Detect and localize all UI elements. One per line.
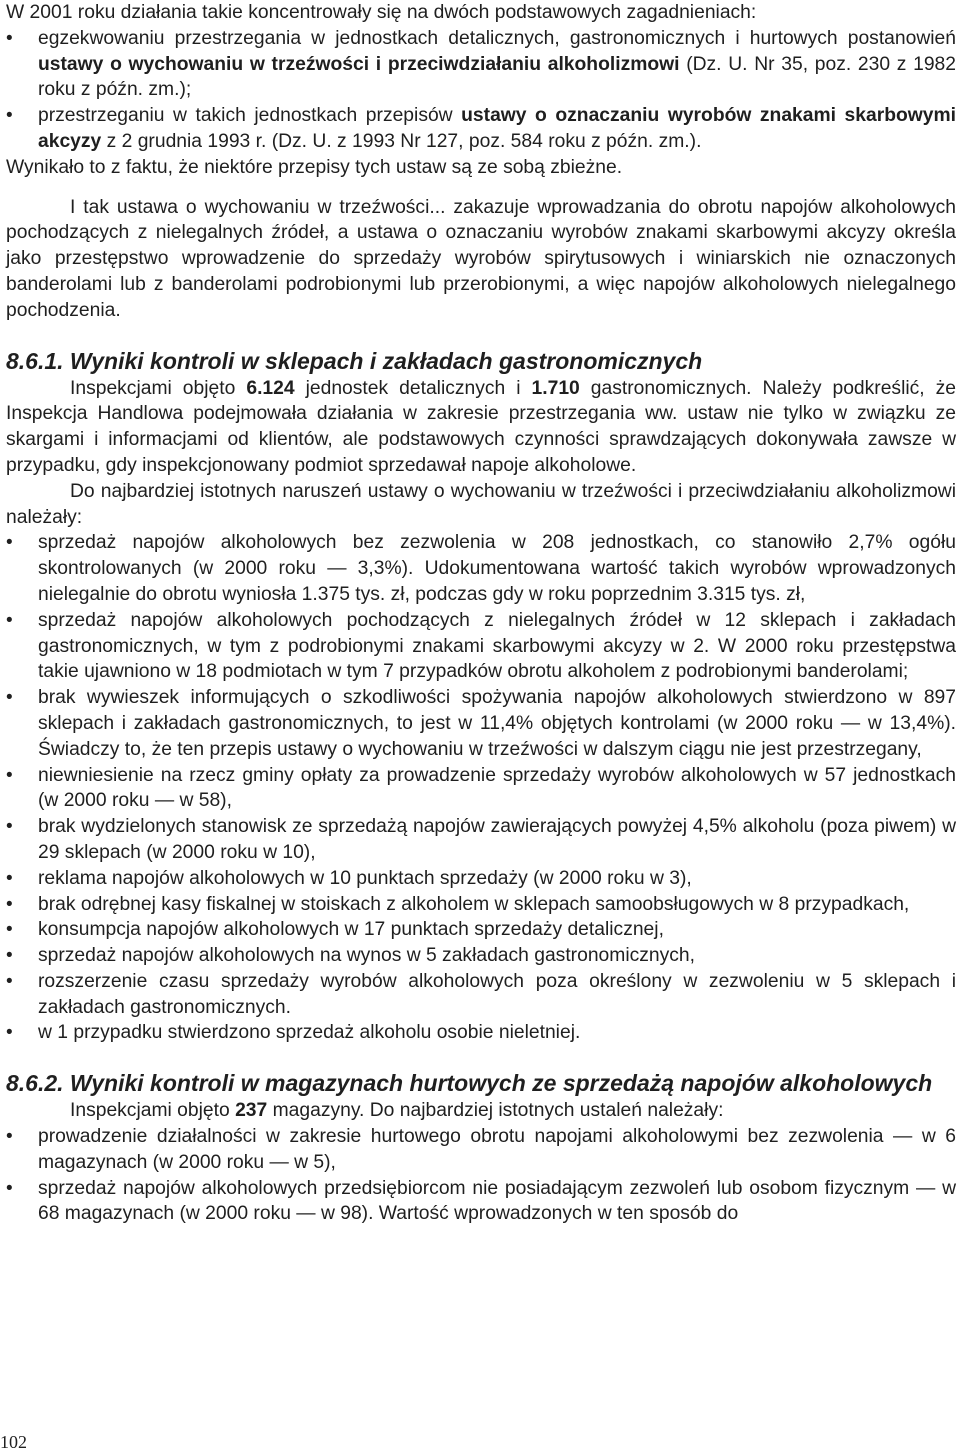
list-item: • brak wydzielonych stanowisk ze sprzedażą napojów zawierających powyżej 4,5% alkoholu (poza piwem) w 29 sklepach (w 2000 roku w 10), [6,814,956,866]
section-heading: 8.6.1. Wyniki kontroli w sklepach i zakładach gastronomicznych [6,347,703,374]
spacer [6,181,956,195]
list-item: • niewniesienie na rzecz gminy opłaty za prowadzenie sprzedaży wyrobów alkoholowych w 57 jednostkach (w 2000 roku — w 58), [6,763,956,815]
list-item: • brak odrębnej kasy fiskalnej w stoiskach z alkoholem w sklepach samoobsługowych w 8 przypadkach, [6,892,956,918]
list-item [6,103,956,155]
law-name-bold: ustawy o oznaczaniu wyrobów znakami skarbowymi akcyzy [38,105,956,152]
list-item: • konsumpcja napojów alkoholowych w 17 punktach sprzedaży detalicznej, [6,917,956,943]
law-name-bold: ustawy o wychowaniu w trzeźwości i przeciwdziałaniu alkoholizmowi [38,53,680,75]
text: Inspekcjami objęto [70,377,247,399]
findings-list [6,1124,956,1227]
page-number: 102 [0,1432,27,1452]
list-item: • prowadzenie działalności w zakresie hurtowego obrotu napojami alkoholowymi bez zezwolenia — w 6 magazynach (w 2000 roku — w 5), [6,1124,956,1176]
bullet-text: z 2 grudnia 1993 r. (Dz. U. z 1993 Nr 127, poz. 584 roku z późn. zm.). [101,130,702,152]
bullet-text: (Dz. U. Nr 35, poz. 230 z 1982 roku z późn. zm.); [38,53,956,101]
list-item: • w 1 przypadku stwierdzono sprzedaż alkoholu osobie nieletniej. [6,1020,956,1046]
paragraph [6,376,956,479]
paragraph: I tak ustawa o wychowaniu w trzeźwości... zakazuje wprowadzania do obrotu napojów alkoholowych pochodzących z nielegalnych źródeł, a ustawa o oznaczaniu wyrobów znakami skarbowymi akcyzy określa jako przestępstwo wprowadzenie do sprzedaży wyrobów spirytusowych i winiarskich nie oznaczonych banderolami lub z banderolami podrobionymi lub przerobionymi, a więc napojów alkoholowych nielegalnego pochodzenia. [6,196,956,321]
violations-list [6,530,956,1046]
list-item: • sprzedaż napojów alkoholowych przedsiębiorcom nie posiadającym zezwoleń lub osobom fizycznym — w 68 magazynach (w 2000 roku — w 98). Wartość wprowadzonych w ten sposób do [6,1176,956,1228]
text: magazyny. Do najbardziej istotnych ustaleń należały: [267,1100,724,1122]
text: jednostek detalicznych i [294,377,532,399]
list-item: • sprzedaż napojów alkoholowych pochodzących z nielegalnych źródeł w 12 sklepach i zakładach gastronomicznych, w tym z podrobionymi znakami skarbowymi akcyzy w 2. W 2000 roku przestępstwa takie ujawniono w 18 podmiotach w tym 7 przypadków obrotu alkoholem z podrobionymi banderolami; [6,608,956,685]
list-item [6,26,956,103]
list-item: • reklama napojów alkoholowych w 10 punktach sprzedaży (w 2000 roku w 3), [6,866,956,892]
section-heading: 8.6.2. Wyniki kontroli w magazynach hurtowych ze sprzedażą napojów alkoholowych [6,1070,933,1097]
count-bold: 237 [235,1100,268,1122]
count-bold: 6.124 [246,377,295,399]
intro-bullet-list [6,26,956,155]
paragraph [6,1098,956,1124]
bullet-text: egzekwowaniu przestrzegania w jednostkach detalicznych, gastronomicznych i hurtowych postanowień [38,27,956,49]
list-item: • sprzedaż napojów alkoholowych na wynos w 5 zakładach gastronomicznych, [6,943,956,969]
spacer [6,1046,956,1068]
text: gastronomicznych. Należy podkreślić, że Inspekcja Handlowa podejmowała działania w zakresie przestrzegania ww. ustaw nie tylko w związku ze skargami i informacjami od klientów, ale podstawowych czynności sprawdzających dokonywała zawsze w przypadku, gdy inspekcjonowany podmiot sprzedawał napoje alkoholowe. [6,377,956,476]
bullet-text: przestrzeganiu w takich jednostkach przepisów [38,105,462,127]
intro-closing: Wynikało to z faktu, że niektóre przepisy tych ustaw są ze sobą zbieżne. [6,156,623,178]
list-item: • sprzedaż napojów alkoholowych bez zezwolenia w 208 jednostkach, co stanowiło 2,7% ogółu skontrolowanych (w 2000 roku — 3,3%). Udokumentowana wartość takich wyrobów wprowadzonych nielegalnie do obrotu wyniosła 1.375 tys. zł, podczas gdy w roku poprzednim 3.315 tys. zł, [6,530,956,607]
paragraph: Do najbardziej istotnych naruszeń ustawy o wychowaniu w trzeźwości i przeciwdziałaniu alkoholizmowi należały: [6,480,956,528]
spacer [6,324,956,346]
list-item: • rozszerzenie czasu sprzedaży wyrobów alkoholowych poza określony w zezwoleniu w 5 sklepach i zakładach gastronomicznych. [6,969,956,1021]
list-item: • brak wywieszek informujących o szkodliwości spożywania napojów alkoholowych stwierdzono w 897 sklepach i zakładach gastronomicznych, to jest w 11,4% objętych kontrolami (w 2000 roku — w 13,4%). Świadczy to, że ten przepis ustawy o wychowaniu w trzeźwości w dalszym ciągu nie jest przestrzegany, [6,685,956,762]
text: Inspekcjami objęto [70,1100,236,1122]
intro-lead: W 2001 roku działania takie koncentrowały się na dwóch podstawowych zagadnieniach: [6,2,757,23]
document-page [6,0,956,1227]
count-bold: 1.710 [531,377,580,399]
